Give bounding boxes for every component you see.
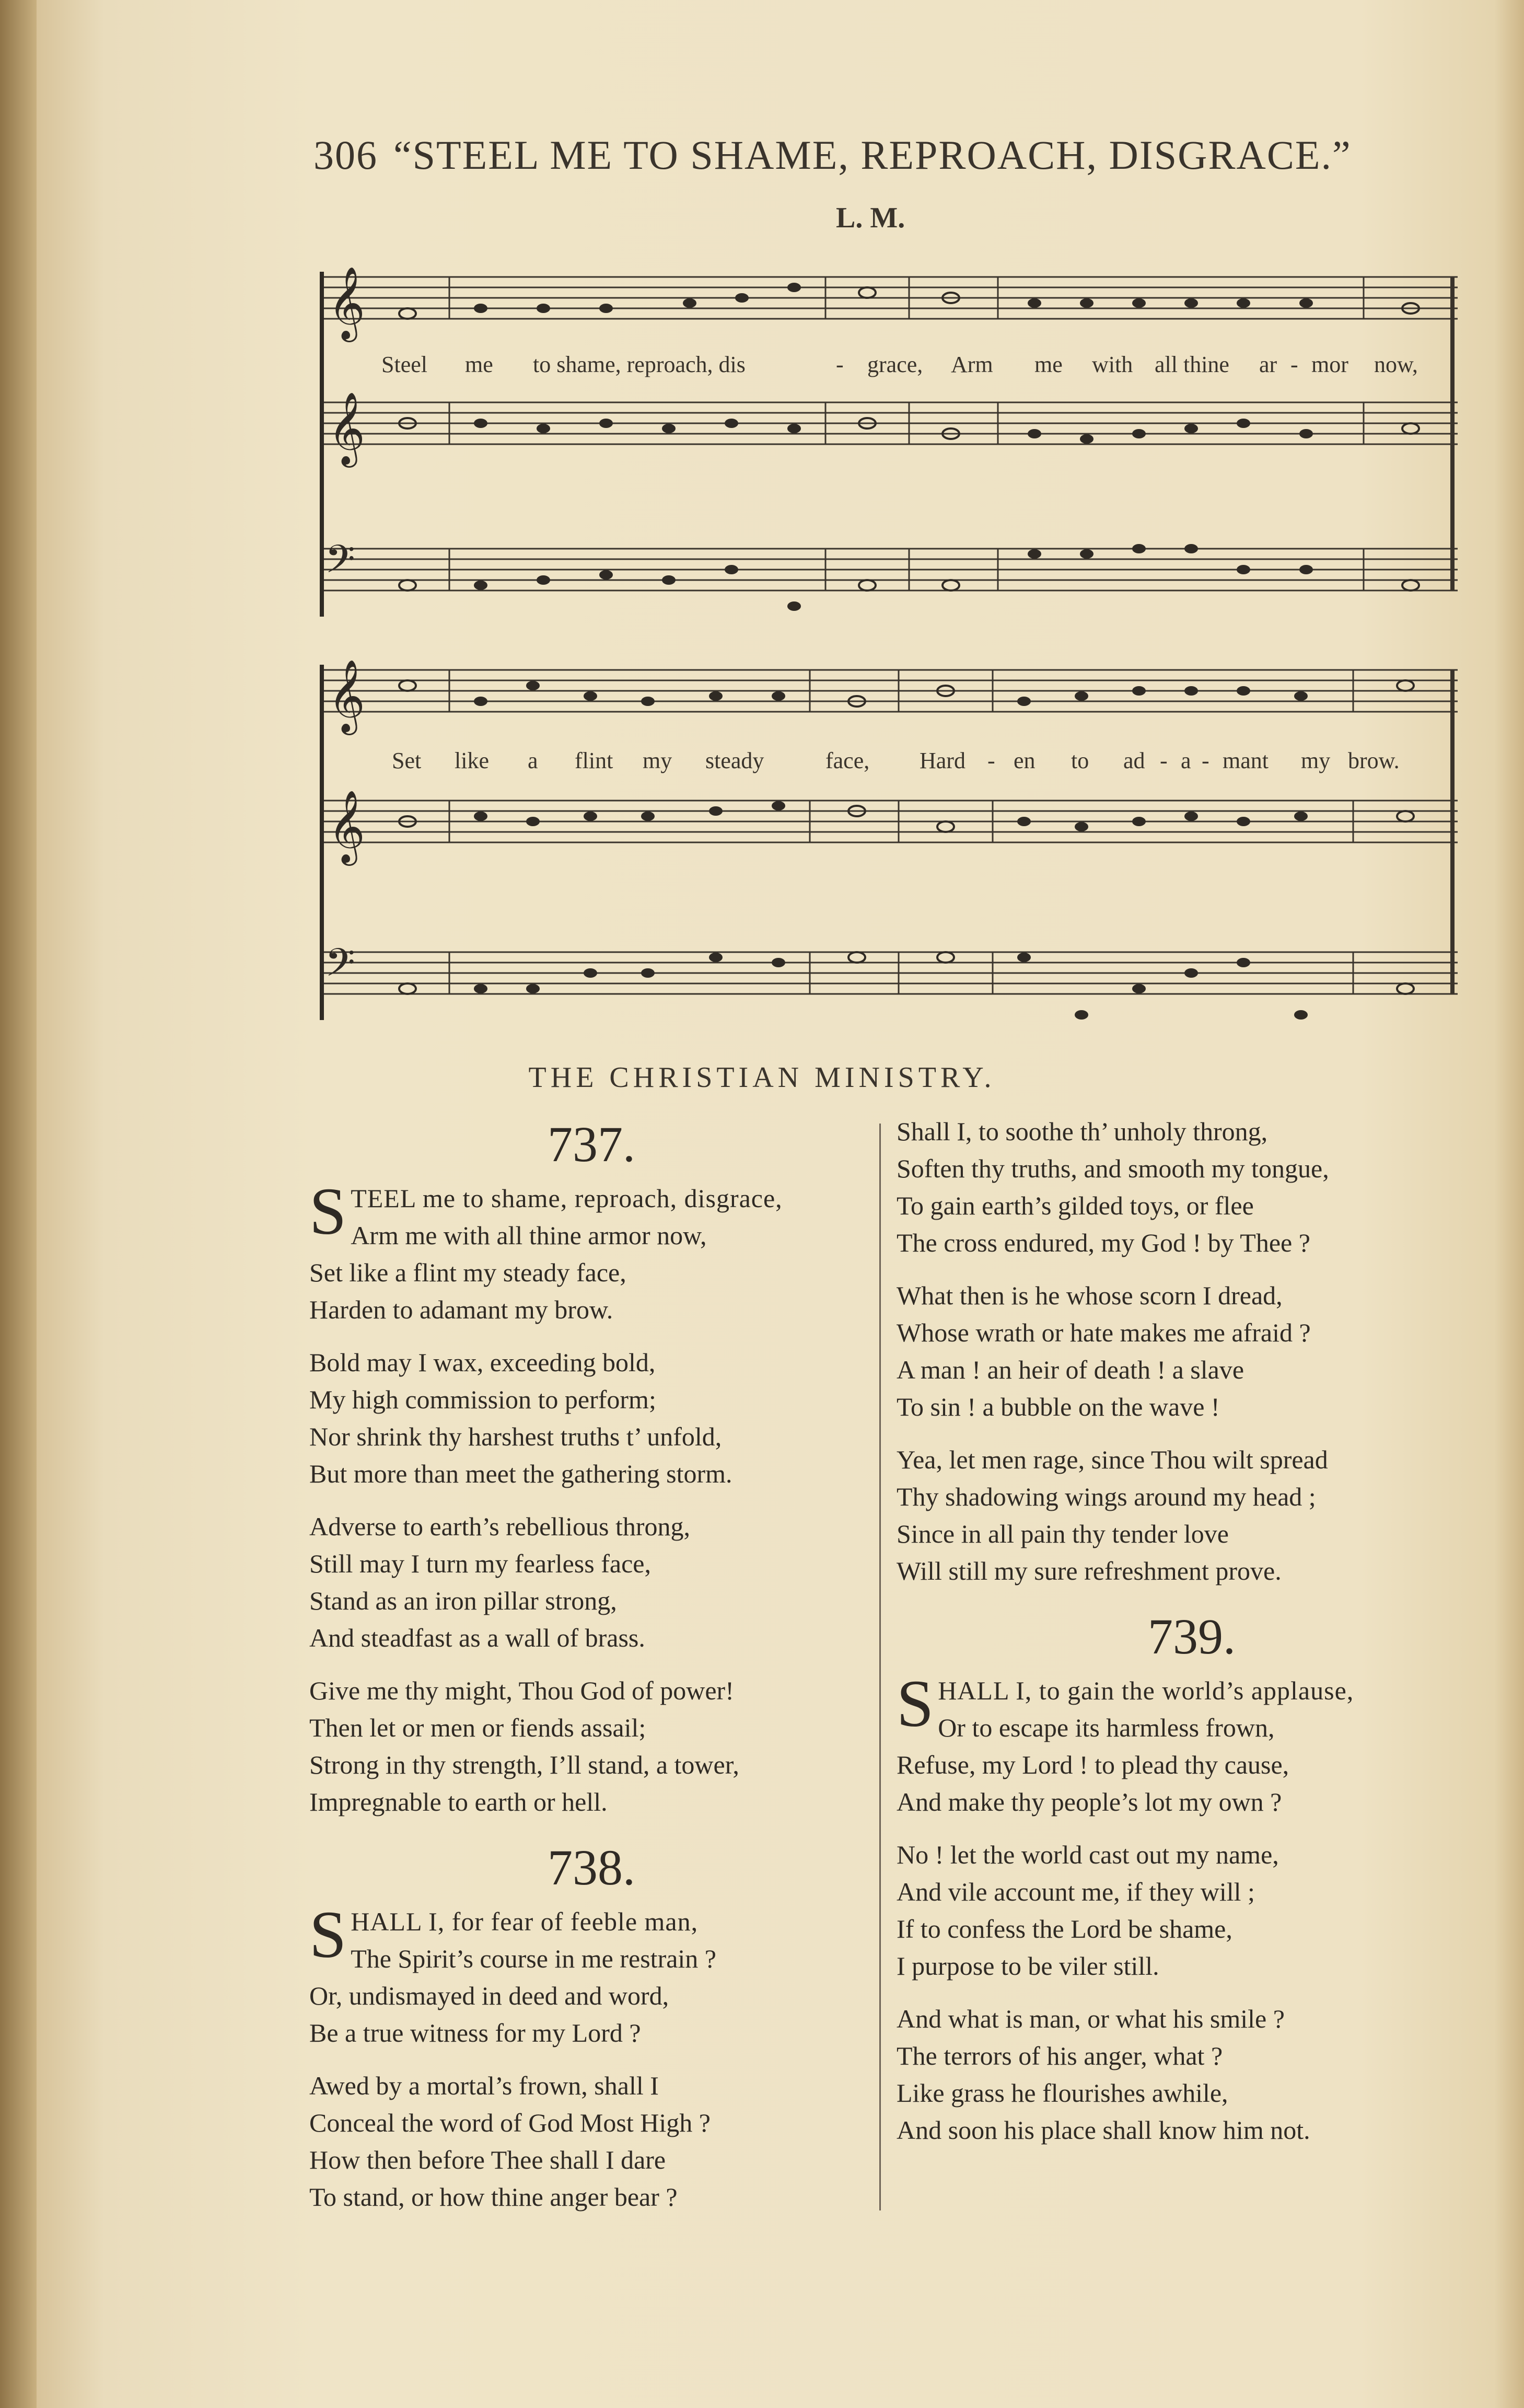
- hymn-739-stanza-2: [897, 1836, 1487, 1985]
- verse-line: Like grass he flourishes awhile,: [897, 2078, 1228, 2108]
- lyric-syllable: -: [1290, 352, 1298, 377]
- hymn-737-stanza-1: [309, 1174, 874, 1328]
- music-system-1-score: [313, 267, 1463, 622]
- lyric-syllable: steady: [705, 748, 764, 773]
- hymn-739-stanza-3: [897, 2000, 1487, 2149]
- hymn-738-stanza-5: [897, 1441, 1487, 1590]
- system-brace: [320, 272, 324, 617]
- hymn-738-stanza-2: [309, 2067, 874, 2216]
- lyric-syllable: ar: [1259, 352, 1277, 377]
- tune-title: “STEEL ME TO SHAME, REPROACH, DISGRACE.”: [393, 132, 1352, 178]
- verse-line: Whose wrath or hate makes me afraid ?: [897, 1318, 1311, 1347]
- lyric-syllable: face,: [825, 748, 870, 773]
- drop-cap: S: [309, 1897, 347, 1972]
- verse-line: Or to escape its harmless frown,: [938, 1713, 1275, 1742]
- lyric-syllable: ad: [1123, 748, 1145, 773]
- verse-line: Impregnable to earth or hell.: [309, 1787, 608, 1816]
- verse-line: No ! let the world cast out my name,: [897, 1840, 1279, 1869]
- verse-line: Adverse to earth’s rebellious throng,: [309, 1512, 690, 1541]
- bass-clef-icon: 𝄢: [325, 940, 355, 995]
- hymn-737-stanza-3: [309, 1508, 874, 1657]
- verse-line: To gain earth’s gilded toys, or flee: [897, 1191, 1254, 1220]
- verse-line: Set like a flint my steady face,: [309, 1258, 626, 1287]
- lyric-syllable: my: [643, 748, 672, 773]
- lyric-syllable: a: [528, 748, 538, 773]
- page-number: 306: [313, 132, 378, 178]
- verse-line: Yea, let men rage, since Thou wilt spread: [897, 1445, 1328, 1474]
- lyric-syllable: now,: [1374, 352, 1418, 377]
- verse-line: The terrors of his anger, what ?: [897, 2041, 1223, 2070]
- lyric-syllable: -: [1160, 748, 1168, 773]
- treble-clef-icon: 𝄞: [328, 790, 365, 863]
- verse-line: Nor shrink thy harshest truths t’ unfold,: [309, 1422, 722, 1451]
- hymn-number: 739.: [1148, 1608, 1236, 1664]
- verse-line: Strong in thy strength, I’ll stand, a tower,: [309, 1750, 739, 1779]
- lyric-syllable: a: [1181, 748, 1191, 773]
- verse-line: And make thy people’s lot my own ?: [897, 1787, 1282, 1816]
- verse-line: Awed by a mortal’s frown, shall I: [309, 2071, 659, 2100]
- lyric-syllable: -: [987, 748, 995, 773]
- hymn-739-stanza-1: [897, 1666, 1487, 1821]
- staff-lines: [324, 277, 1458, 591]
- verse-line: To stand, or how thine anger bear ?: [309, 2182, 678, 2212]
- lyric-syllable: Steel: [381, 352, 427, 377]
- verse-line: And soon his place shall know him not.: [897, 2115, 1310, 2145]
- verse-line: Since in all pain thy tender love: [897, 1519, 1229, 1548]
- clefs: [325, 659, 365, 995]
- verse-line: Will still my sure refreshment prove.: [897, 1556, 1282, 1585]
- lyric-syllable: to shame, reproach, dis: [533, 352, 746, 377]
- lyric-syllable: en: [1014, 748, 1036, 773]
- treble-clef-icon: 𝄞: [328, 659, 365, 732]
- verse-line: Be a true witness for my Lord ?: [309, 2018, 641, 2047]
- lyric-syllable: -: [836, 352, 844, 377]
- lyric-syllable: like: [455, 748, 489, 773]
- verse-line: Harden to adamant my brow.: [309, 1295, 613, 1324]
- verse-line: Still may I turn my fearless face,: [309, 1549, 651, 1578]
- meter-label: L. M.: [836, 202, 905, 234]
- verse-line: HALL I, to gain the world’s applause,: [938, 1676, 1354, 1705]
- verse-line: Conceal the word of God Most High ?: [309, 2108, 711, 2137]
- hymn-737-stanza-4: [309, 1672, 874, 1821]
- system-brace: [320, 665, 324, 1020]
- verse-line: Refuse, my Lord ! to plead thy cause,: [897, 1750, 1289, 1779]
- lyric-syllable: Set: [392, 748, 422, 773]
- lyric-syllable: -: [1202, 748, 1209, 773]
- hymn-738-stanza-3: [897, 1113, 1487, 1261]
- verse-line: Give me thy might, Thou God of power!: [309, 1676, 734, 1705]
- treble-clef-icon: 𝄞: [328, 267, 365, 339]
- verse-line: Soften thy truths, and smooth my tongue,: [897, 1154, 1329, 1183]
- page-header: [313, 132, 1352, 179]
- staff-lines: [324, 670, 1458, 994]
- lyric-syllable: Arm: [951, 352, 993, 377]
- verse-line: And steadfast as a wall of brass.: [309, 1623, 645, 1652]
- music-system-2: [313, 659, 1463, 1025]
- right-column: [897, 1113, 1487, 2164]
- hymn-737-stanza-2: [309, 1344, 874, 1492]
- verse-line: The Spirit’s course in me restrain ?: [351, 1944, 716, 1973]
- treble-clef-icon: 𝄞: [328, 392, 365, 465]
- verse-line: Or, undismayed in deed and word,: [309, 1981, 669, 2010]
- verse-line: What then is he whose scorn I dread,: [897, 1281, 1283, 1310]
- lyric-syllable: with: [1092, 352, 1133, 377]
- lyric-syllable: brow.: [1348, 748, 1400, 773]
- lyric-syllable: Hard: [920, 748, 965, 773]
- verse-line: But more than meet the gathering storm.: [309, 1459, 732, 1488]
- book-gutter: [0, 0, 37, 2408]
- verse-line: Arm me with all thine armor now,: [351, 1221, 707, 1250]
- hymn-number: 737.: [548, 1116, 635, 1172]
- hymn-738-stanza-4: [897, 1277, 1487, 1426]
- verse-line: My high commission to perform;: [309, 1385, 656, 1414]
- lyric-syllable: mor: [1311, 352, 1348, 377]
- lyric-syllable: mant: [1223, 748, 1269, 773]
- verse-line: And vile account me, if they will ;: [897, 1877, 1255, 1906]
- lyric-syllable: to: [1071, 748, 1089, 773]
- verse-line: How then before Thee shall I dare: [309, 2145, 666, 2174]
- verse-line: The cross endured, my God ! by Thee ?: [897, 1228, 1310, 1257]
- verse-line: I purpose to be viler still.: [897, 1951, 1159, 1981]
- section-title: THE CHRISTIAN MINISTRY.: [528, 1061, 996, 1094]
- bass-clef-icon: 𝄢: [325, 537, 355, 592]
- lyric-syllable: grace,: [867, 352, 923, 377]
- lyric-syllable: all thine: [1155, 352, 1229, 377]
- left-column: [309, 1113, 874, 2231]
- drop-cap: S: [897, 1666, 934, 1741]
- verse-line: If to confess the Lord be shame,: [897, 1914, 1232, 1943]
- lyric-syllable: my: [1301, 748, 1331, 773]
- verse-line: Shall I, to soothe th’ unholy throng,: [897, 1117, 1268, 1146]
- lyric-syllable: flint: [575, 748, 613, 773]
- verse-line: Stand as an iron pillar strong,: [309, 1586, 617, 1615]
- music-system-2-score: [313, 659, 1463, 1025]
- clefs: [325, 267, 365, 592]
- drop-cap: S: [309, 1174, 347, 1248]
- verse-line: Bold may I wax, exceeding bold,: [309, 1348, 656, 1377]
- verse-line: TEEL me to shame, reproach, disgrace,: [351, 1184, 783, 1213]
- verse-line: Then let or men or fiends assail;: [309, 1713, 646, 1742]
- verse-line: To sin ! a bubble on the wave !: [897, 1392, 1220, 1421]
- music-system-1: [313, 267, 1463, 622]
- verse-line: And what is man, or what his smile ?: [897, 2004, 1285, 2033]
- hymn-number: 738.: [548, 1839, 635, 1895]
- verse-line: A man ! an heir of death ! a slave: [897, 1355, 1244, 1384]
- column-divider: [879, 1124, 881, 2210]
- lyric-syllable: me: [1034, 352, 1063, 377]
- lyric-syllable: me: [465, 352, 493, 377]
- note-heads: [399, 680, 1414, 1020]
- hymn-738-stanza-1: [309, 1897, 874, 2052]
- verse-line: Thy shadowing wings around my head ;: [897, 1482, 1316, 1511]
- verse-line: HALL I, for fear of feeble man,: [351, 1907, 699, 1936]
